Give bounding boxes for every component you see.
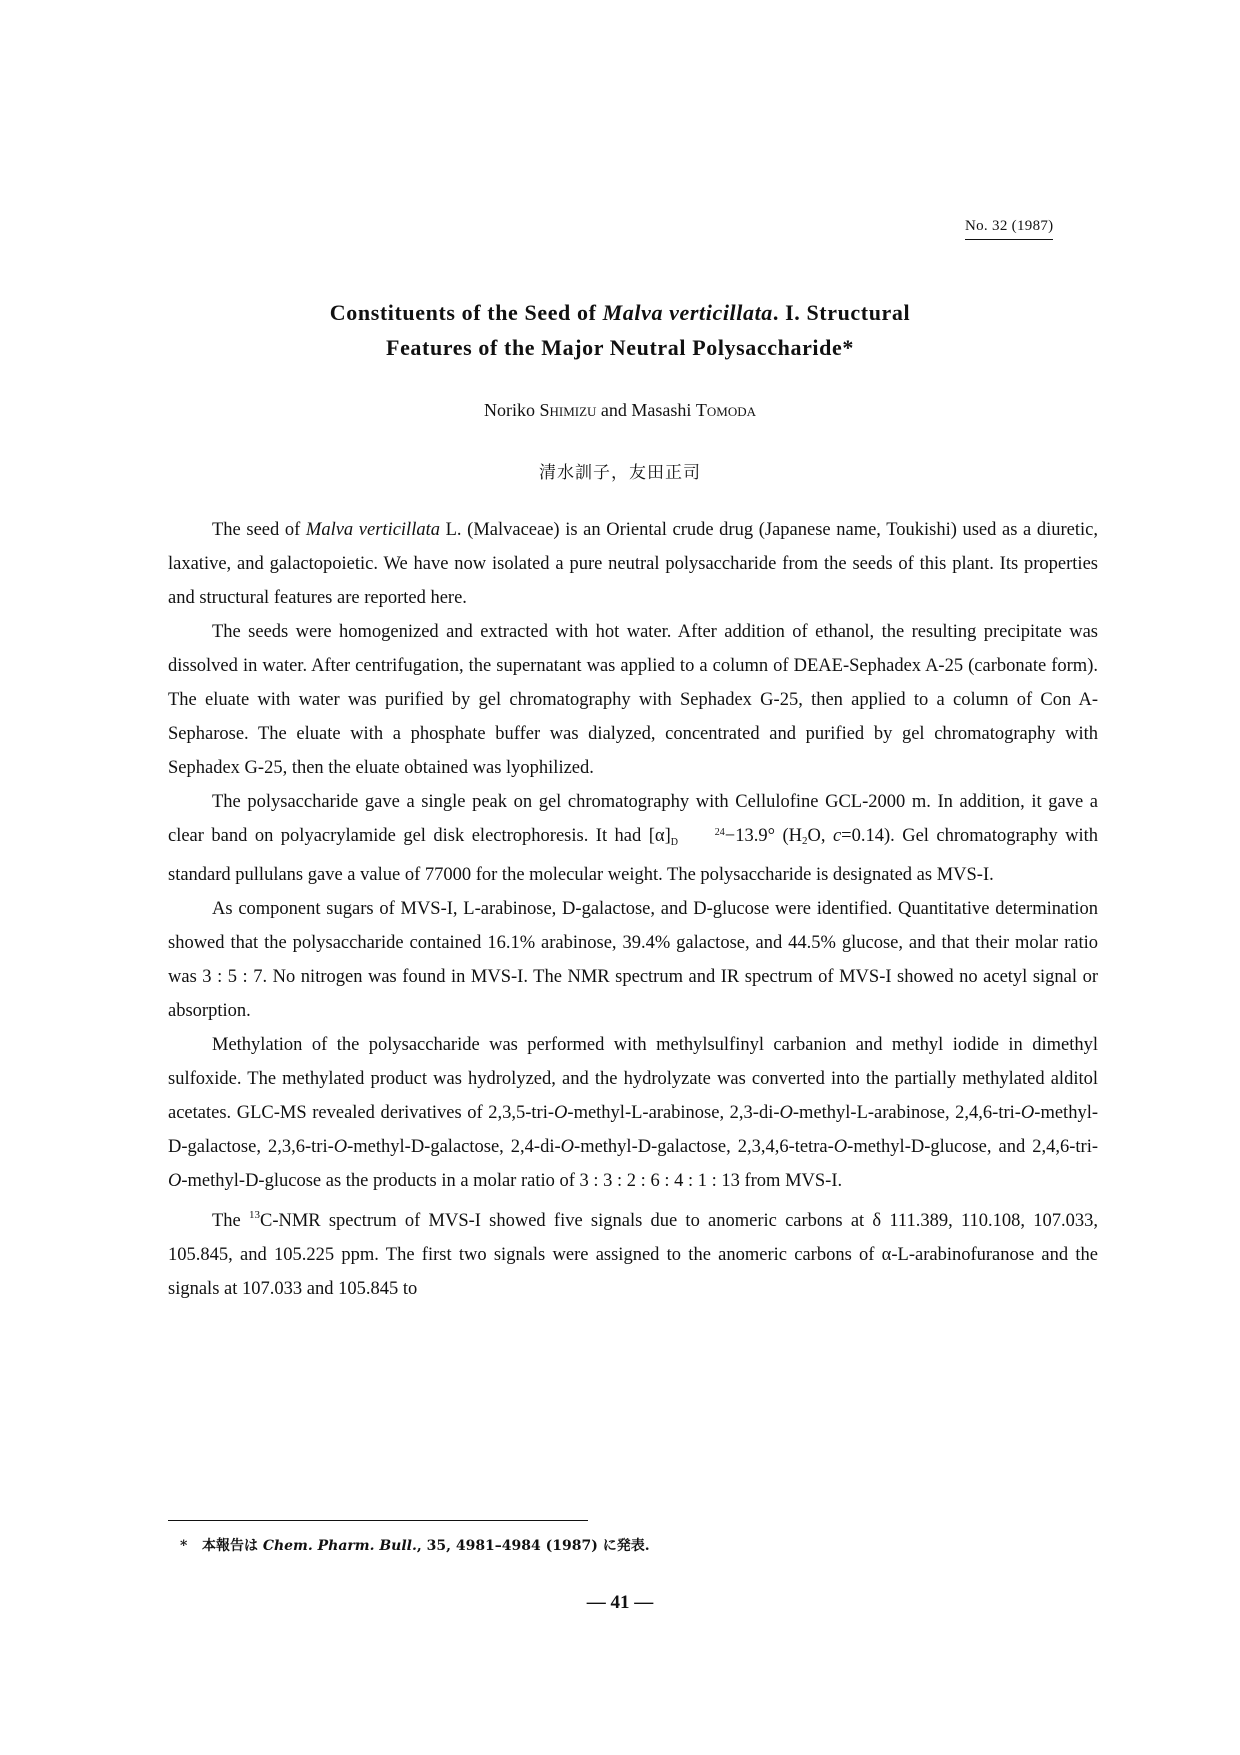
species-name: Malva verticillata	[602, 300, 773, 325]
footnote: * 本報告は Chem. Pharm. Bull., 35, 4981–4984 (1987) に発表.	[180, 1538, 650, 1554]
paragraph-intro: The seed of Malva verticillata L. (Malvaceae) is an Oriental crude drug (Japanese name, Toukishi) used as a diuretic, laxative, and galactopoietic. We have now isolated a pure neutral polysaccharide from the seeds of this plant. Its properties and structural features are reported here.	[168, 520, 1099, 608]
title-line-1: Constituents of the Seed of Malva verticillata. I. Structural	[329, 300, 911, 325]
paragraph-composition: As component sugars of MVS-I, L-arabinose, D-galactose, and D-glucose were identified. Quantitative determination showed that the polysaccharide contained 16.1% arabinose, 39.4% galactose, and 44.5% glucose, and that their molar ratio was 3 : 5 : 7. No nitrogen was found in MVS-I. The NMR spectrum and IR spectrum of MVS-I showed no acetyl signal or absorption.	[168, 899, 1098, 1021]
footnote-marker: *	[180, 1538, 188, 1554]
authors: Noriko Shimizu and Masashi Tomoda	[483, 400, 757, 420]
paragraph-properties: The polysaccharide gave a single peak on gel chromatography with Cellulofine GCL-2000 m. In addition, it gave a clear band on polyacrylamide gel disk electrophoresis. It had [α] 24 D −13.9° ($H_2O$, c=0.14). Gel chromatography with standard pullulans gave a value of 77000 for the molecular weight. The polysaccharide is designated as MVS-I.	[168, 792, 1098, 885]
paragraph-methylation: Methylation of the polysaccharide was performed with methylsulfinyl carbanion and methyl iodide in dimethyl sulfoxide. The methylated product was hydrolyzed, and the hydrolyzate was converted into the partially methylated alditol acetates. GLC-MS revealed derivatives of 2,3,5-tri-O-methyl-L-arabinose, 2,3-di-O-methyl-L-arabinose, 2,4,6-tri-O-methyl-D-galactose, 2,3,6-tri-O-methyl-D-galactose, 2,4-di-O-methyl-D-galactose, 2,3,4,6-tetra-O-methyl-D-glucose, and 2,4,6-tri-O-methyl-D-glucose as the products in a molar ratio of 3 : 3 : 2 : 6 : 4 : 1 : 13 from MVS-I.	[168, 1035, 1099, 1191]
article-title	[150, 295, 1090, 365]
page-number: — 41 —	[586, 1592, 654, 1613]
article-body	[168, 513, 1098, 1306]
authors-japanese: 清水訓子，友田正司	[539, 463, 701, 483]
journal-name: Chem. Pharm. Bull.	[262, 1538, 417, 1554]
footnote-divider	[168, 1520, 588, 1521]
author1-surname: Shimizu	[539, 400, 597, 420]
author2-surname: Tomoda	[695, 400, 757, 420]
title-line-2: Features of the Major Neutral Polysaccharide*	[386, 335, 854, 360]
paragraph-nmr: The $^{13}$C-NMR spectrum of MVS-I showed five signals due to anomeric carbons at δ 111.389, 110.108, 107.033, 105.845, and 105.225 ppm. The first two signals were assigned to the anomeric carbons of α-L-arabinofuranose and the signals at 107.033 and 105.845 to	[168, 1209, 1098, 1299]
issue-number: No. 32 (1987)	[965, 218, 1053, 240]
paragraph-isolation: The seeds were homogenized and extracted with hot water. After addition of ethanol, the resulting precipitate was dissolved in water. After centrifugation, the supernatant was applied to a column of DEAE-Sephadex A-25 (carbonate form). The eluate with water was purified by gel chromatography with Sephadex G-25, then applied to a column of Con A-Sepharose. The eluate with a phosphate buffer was dialyzed, concentrated and purified by gel chromatography with Sephadex G-25, then the eluate obtained was lyophilized.	[168, 622, 1098, 778]
